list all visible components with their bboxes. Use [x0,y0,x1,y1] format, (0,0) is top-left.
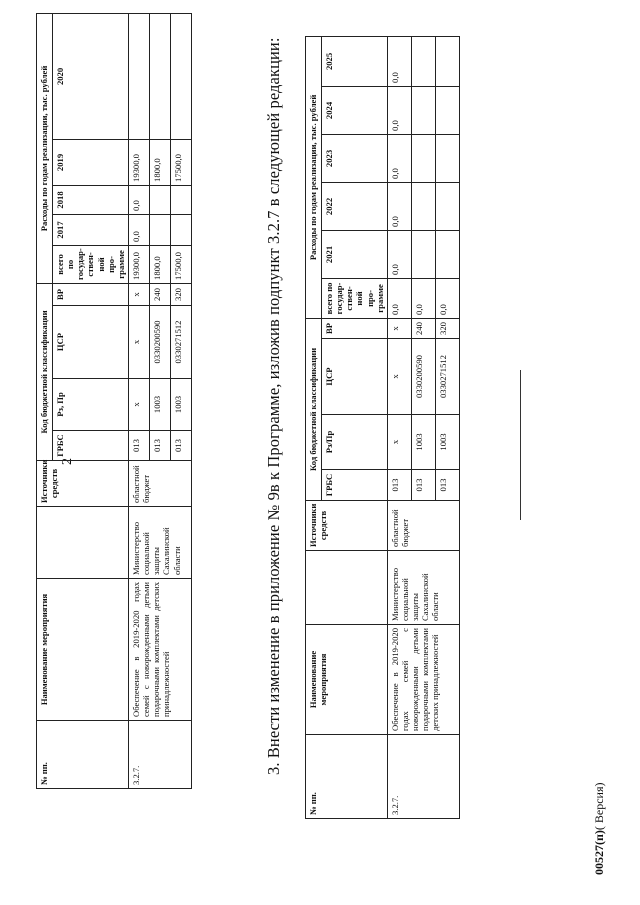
section-heading: 3. Внести изменение в приложение № 9в к Программе, изложив подпункт 3.2.7 в следующей редакции: [264,37,283,775]
cell-csr: х [128,306,149,379]
col-header-year: 2018 [53,185,129,214]
col-header-vr: ВР [322,318,388,338]
col-header-total: всего по государ-ствен-ной про-грамме [322,278,388,318]
cell-rzpr: 1003 [435,415,459,470]
cell-2025 [411,36,435,86]
col-header-year: 2025 [322,36,388,86]
separator-line [520,370,521,520]
cell-grbs: 013 [387,470,411,501]
cell-2024 [435,86,459,134]
col-header-source: Источники средств [37,461,129,507]
col-header-no: № пп. [306,735,388,819]
col-header-rzpr: Рз/Пр [322,415,388,470]
footer-version: ( Версия) [592,782,606,831]
cell-2018 [170,185,191,214]
program-table-2017-2020 [36,13,192,789]
col-header-executor [306,551,388,625]
cell-2017 [170,214,191,245]
cell-2022: 0,0 [387,182,411,230]
cell-2024: 0,0 [387,86,411,134]
cell-rzpr: х [387,415,411,470]
cell-2022 [435,182,459,230]
cell-2023 [435,134,459,182]
item-executor: Министерство социальной защиты Сахалинской области [387,551,459,625]
col-header-budget-class: Код бюджетной классификации [306,318,322,500]
cell-total: 0,0 [387,278,411,318]
col-header-year: 2019 [53,139,129,185]
cell-vr: х [387,318,411,338]
cell-csr: 0330271512 [435,339,459,415]
col-header-budget-class: Код бюджетной классификации [37,283,53,460]
item-number: 3.2.7. [387,735,459,819]
cell-grbs: 013 [411,470,435,501]
col-header-year: 2020 [53,13,129,139]
col-header-csr: ЦСР [322,339,388,415]
col-header-expenses: Расходы по годам реализации, тыс. рублей [37,13,53,283]
cell-grbs: 013 [435,470,459,501]
cell-vr: 320 [170,283,191,305]
cell-2018: 0,0 [128,185,149,214]
cell-total: 0,0 [411,278,435,318]
cell-2019: 1800,0 [149,139,170,185]
col-header-year: 2021 [322,230,388,278]
col-header-name: Наименование мероприятия [306,625,388,735]
col-header-grbs: ГРБС [322,470,388,501]
cell-total: 19300,0 [128,245,149,283]
cell-2019: 19300,0 [128,139,149,185]
cell-csr: х [387,339,411,415]
item-number: 3.2.7. [128,721,191,789]
cell-2020 [128,13,149,139]
item-source: областной бюджет [128,461,191,507]
cell-vr: 320 [435,318,459,338]
cell-2017: 0,0 [128,214,149,245]
col-header-no: № пп. [37,721,129,789]
cell-grbs: 013 [149,431,170,461]
cell-2018 [149,185,170,214]
cell-2023 [411,134,435,182]
cell-2022 [411,182,435,230]
footer-code: 00527(п) [592,830,606,875]
col-header-grbs: ГРБС [53,431,129,461]
col-header-year: 2017 [53,214,129,245]
cell-2025: 0,0 [387,36,411,86]
cell-grbs: 013 [170,431,191,461]
cell-csr: 0330271512 [170,306,191,379]
table-row [387,36,411,818]
item-name: Обеспечение в 2019-2020 годах семей с новорожденными детьми подарочными комплектами детских принадлежностей [387,625,459,735]
cell-total: 0,0 [435,278,459,318]
cell-2019: 17500,0 [170,139,191,185]
col-header-name: Наименование мероприятия [37,579,129,721]
col-header-total: всего по госудap-ствен-ной про-грамме [53,245,129,283]
cell-csr: 0330200590 [411,339,435,415]
cell-2023: 0,0 [387,134,411,182]
cell-rzpr: 1003 [170,379,191,431]
cell-2025 [435,36,459,86]
cell-grbs: 013 [128,431,149,461]
cell-vr: х [128,283,149,305]
cell-rzpr: 1003 [149,379,170,431]
cell-vr: 240 [411,318,435,338]
item-name: Обеспечение в 2019-2020 годах семей с новорожденными детьми подарочными комплектами детских принадлежностей [128,579,191,721]
cell-csr: 0330200590 [149,306,170,379]
cell-2021: 0,0 [387,230,411,278]
cell-vr: 240 [149,283,170,305]
cell-rzpr: 1003 [411,415,435,470]
cell-total: 1800,0 [149,245,170,283]
cell-2017 [149,214,170,245]
cell-2024 [411,86,435,134]
item-source: областной бюджет [387,501,459,551]
document-footer [592,783,607,876]
cell-rzpr: х [128,379,149,431]
col-header-csr: ЦСР [53,306,129,379]
table-row [128,13,149,788]
cell-2021 [411,230,435,278]
cell-2020 [170,13,191,139]
col-header-source: Источники средств [306,501,388,551]
col-header-vr: ВР [53,283,129,305]
col-header-rzpr: Рз, Пр [53,379,129,431]
col-header-year: 2024 [322,86,388,134]
col-header-year: 2023 [322,134,388,182]
program-table-2021-2025 [305,36,460,819]
cell-2021 [435,230,459,278]
col-header-executor [37,507,129,579]
page-number: 2 [60,458,75,465]
item-executor: Министерство социальной защиты Сахалинской области [128,507,191,579]
cell-2020 [149,13,170,139]
cell-total: 17500,0 [170,245,191,283]
col-header-year: 2022 [322,182,388,230]
col-header-expenses: Расходы по годам реализации, тыс. рублей [306,36,322,318]
